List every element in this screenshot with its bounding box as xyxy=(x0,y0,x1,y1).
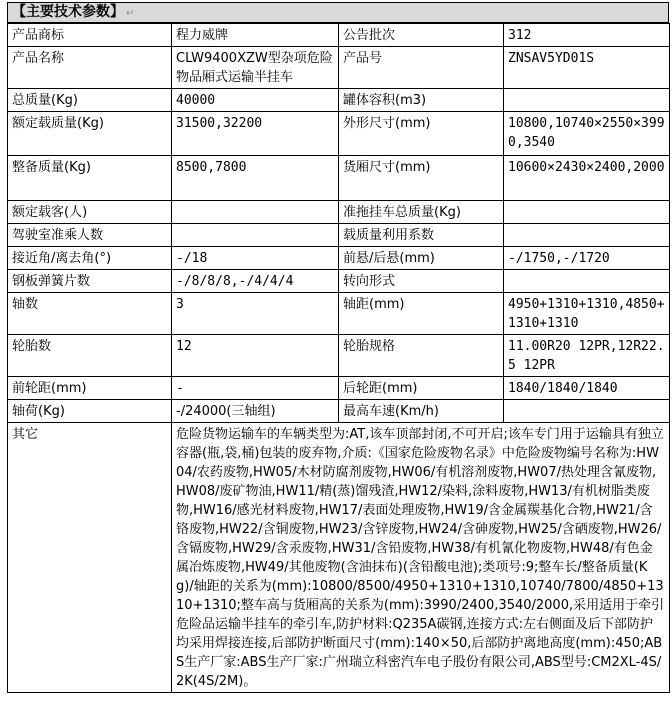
spec-label-cell: 钢板弹簧片数 xyxy=(8,270,172,293)
spec-label-cell: 准拖挂车总质量(Kg) xyxy=(339,201,504,224)
spec-label-cell: 后轮距(mm) xyxy=(339,377,504,400)
spec-label-cell: 外形尺寸(mm) xyxy=(339,112,504,156)
spec-value-cell: 312 xyxy=(504,24,670,47)
spec-value-cell: -/8/8/8,-/4/4/4 xyxy=(172,270,339,293)
spec-label-cell: 接近角/离去角(°) xyxy=(8,247,172,270)
spec-row-other xyxy=(8,423,670,693)
spec-value-cell: 31500,32200 xyxy=(172,112,339,156)
spec-row xyxy=(8,201,670,224)
spec-label-cell: 罐体容积(m3) xyxy=(339,89,504,112)
spec-value-cell: 40000 xyxy=(172,89,339,112)
spec-value-cell xyxy=(504,224,670,247)
spec-value-cell: 程力威牌 xyxy=(172,24,339,47)
spec-value-cell: 12 xyxy=(172,335,339,377)
spec-row xyxy=(8,24,670,47)
spec-label-cell: 轴距(mm) xyxy=(339,293,504,335)
spec-label-cell: 产品商标 xyxy=(8,24,172,47)
spec-label-cell: 轮胎数 xyxy=(8,335,172,377)
spec-value-cell: 10800,10740×2550×3990,3540 xyxy=(504,112,670,156)
spec-row xyxy=(8,112,670,156)
spec-label-cell: 前悬/后悬(mm) xyxy=(339,247,504,270)
spec-row xyxy=(8,335,670,377)
spec-row xyxy=(8,377,670,400)
paragraph-mark-icon: ↵ xyxy=(126,8,135,19)
spec-row xyxy=(8,89,670,112)
spec-label-cell: 额定载质量(Kg) xyxy=(8,112,172,156)
spec-label-cell: 产品号 xyxy=(339,47,504,89)
spec-value-cell xyxy=(504,400,670,423)
spec-row xyxy=(8,400,670,423)
spec-row xyxy=(8,247,670,270)
spec-value-cell xyxy=(504,201,670,224)
other-label-cell: 其它 xyxy=(8,423,172,693)
spec-row xyxy=(8,47,670,89)
spec-value-cell: -/24000(三轴组) xyxy=(172,400,339,423)
section-title: 【主要技术参数】 xyxy=(12,4,124,20)
spec-label-cell: 转向形式 xyxy=(339,270,504,293)
spec-value-cell: 3 xyxy=(172,293,339,335)
spec-value-cell xyxy=(172,201,339,224)
spec-label-cell: 公告批次 xyxy=(339,24,504,47)
spec-value-cell: - xyxy=(172,377,339,400)
spec-value-cell: ZNSAV5YD01S xyxy=(504,47,670,89)
spec-value-cell: 11.00R20 12PR,12R22.5 12PR xyxy=(504,335,670,377)
spec-label-cell: 总质量(Kg) xyxy=(8,89,172,112)
spec-value-cell: 4950+1310+1310,4850+1310+1310 xyxy=(504,293,670,335)
spec-value-cell: 10600×2430×2400,2000 xyxy=(504,156,670,201)
spec-value-cell: 1840/1840/1840 xyxy=(504,377,670,400)
spec-label-cell: 产品名称 xyxy=(8,47,172,89)
spec-label-cell: 驾驶室准乘人数 xyxy=(8,224,172,247)
spec-label-cell: 整备质量(Kg) xyxy=(8,156,172,201)
spec-table xyxy=(7,23,670,693)
spec-label-cell: 轮胎规格 xyxy=(339,335,504,377)
spec-value-cell: -/1750,-/1720 xyxy=(504,247,670,270)
spec-label-cell: 载质量利用系数 xyxy=(339,224,504,247)
spec-row xyxy=(8,156,670,201)
spec-label-cell: 货厢尺寸(mm) xyxy=(339,156,504,201)
spec-value-cell: 8500,7800 xyxy=(172,156,339,201)
spec-label-cell: 额定载客(人) xyxy=(8,201,172,224)
spec-value-cell xyxy=(172,224,339,247)
spec-table-body xyxy=(8,24,670,693)
spec-label-cell: 轴荷(Kg) xyxy=(8,400,172,423)
spec-value-cell: CLW9400XZW型杂项危险物品厢式运输半挂车 xyxy=(172,47,339,89)
other-text-cell: 危险货物运输车的车辆类型为:AT,该车顶部封闭,不可开启;该车专门用于运输具有独立容器(瓶,袋,桶)包装的废弃物,介质:《国家危险废物名录》中危险废物编号名称为:HW04/农药废物,HW05/木材防腐剂废物,HW06/有机溶剂废物,HW07/热处理含氰废物,HW08/废矿物油,HW11/精(蒸)馏残渣,HW12/染料,涂料废物,HW13/有机树脂类废物,HW16/感光材料废物,HW17/表面处理废物,HW19/含金属羰基化合物,HW21/含铬废物,HW22/含铜废物,HW23/含锌废物,HW24/含砷废物,HW25/含硒废物,HW26/含镉废物,HW29/含汞废物,HW31/含铅废物,HW38/有机氰化物废物,HW48/有色金属冶炼废物,HW49/其他废物(含油抹布)(含铅酸电池);类项号:9;整车长/整备质量(Kg)/轴距的关系为(mm):10800/8500/4950+1310+1310,10740/7800/4850+1310+1310;整车高与货厢高的关系为(mm):3990/2400,3540/2000,采用适用于牵引危险品运输半挂车的牵引车,防护材料:Q235A碳钢,连接方式:左右侧面及后下部防护均采用焊接连接,后部防护断面尺寸(mm):140×50,后部防护离地高度(mm):450;ABS生产厂家:ABS生产厂家:广州瑞立科密汽车电子股份有限公司,ABS型号:CM2XL-4S/2K(4S/2M)。 xyxy=(172,423,670,693)
spec-value-cell: -/18 xyxy=(172,247,339,270)
spec-value-cell xyxy=(504,270,670,293)
spec-label-cell: 最高车速(Km/h) xyxy=(339,400,504,423)
spec-label-cell: 前轮距(mm) xyxy=(8,377,172,400)
section-header xyxy=(7,2,669,23)
spec-row xyxy=(8,224,670,247)
spec-row xyxy=(8,270,670,293)
spec-label-cell: 轴数 xyxy=(8,293,172,335)
spec-row xyxy=(8,293,670,335)
spec-value-cell xyxy=(504,89,670,112)
